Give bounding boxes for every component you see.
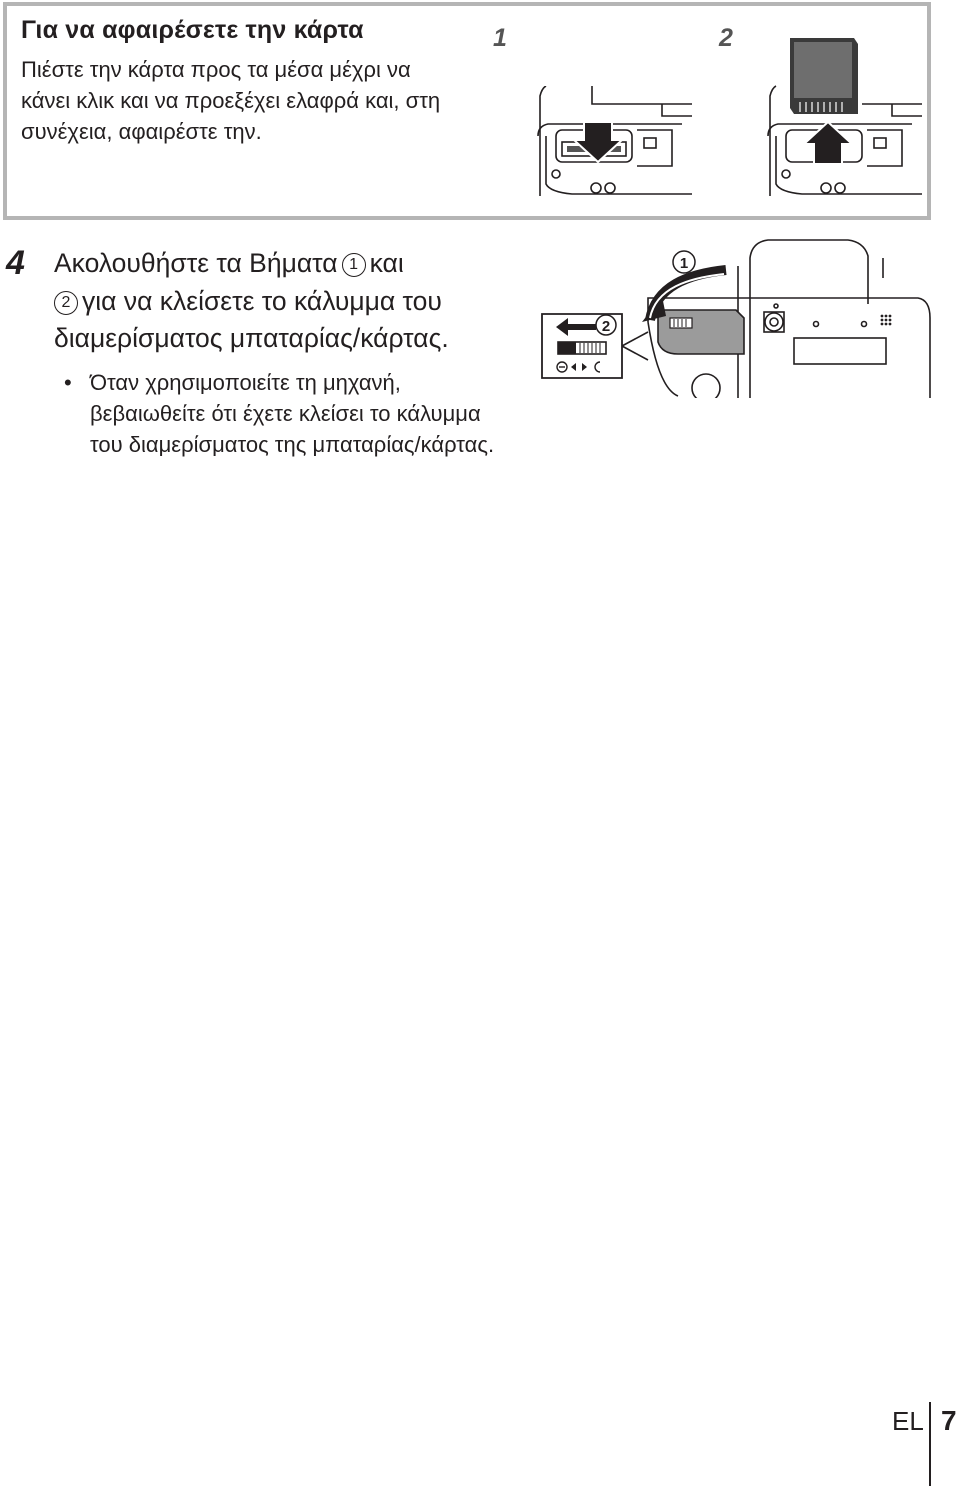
page-number: 7 [941,1405,957,1436]
step-text-part2: και [369,248,404,278]
list-item [60,367,500,460]
note-title: Για να αφαιρέσετε την κάρτα [21,16,364,44]
note-body: Πιέστε την κάρτα προς τα μέσα μέχρι να κάνει κλικ και να προεξέχει ελαφρά και, στη συνέχεια, αφαιρέστε την. [21,57,441,144]
figure-marker-1: 1 [679,255,689,272]
footer-divider [929,1402,931,1486]
figure-number-1: 1 [493,24,507,52]
card-push-illustration [532,86,692,196]
figure-marker-2: 2 [601,318,611,335]
step-notes [60,367,500,460]
bullet-icon: • [64,370,72,395]
step-number: 4 [6,244,25,282]
footer-language: EL [892,1406,924,1436]
card-eject-illustration [762,28,922,196]
card-removal-note [3,2,931,220]
step-text-part1: Ακολουθήστε τα Βήματα [54,248,338,278]
step-marker-1: 1 [342,253,366,277]
step-instruction [54,245,544,358]
figure-number-2: 2 [719,24,733,52]
cover-close-illustration [538,238,934,398]
step-marker-2: 2 [54,291,78,315]
step-text-part3: για να κλείσετε το κάλυμμα του διαμερίσματος μπαταρίας/κάρτας. [54,285,449,353]
bullet-text: Όταν χρησιμοποιείτε τη μηχανή, βεβαιωθείτε ότι έχετε κλείσει το κάλυμμα του διαμερίσματος της μπαταρίας/κάρτας. [90,370,495,457]
